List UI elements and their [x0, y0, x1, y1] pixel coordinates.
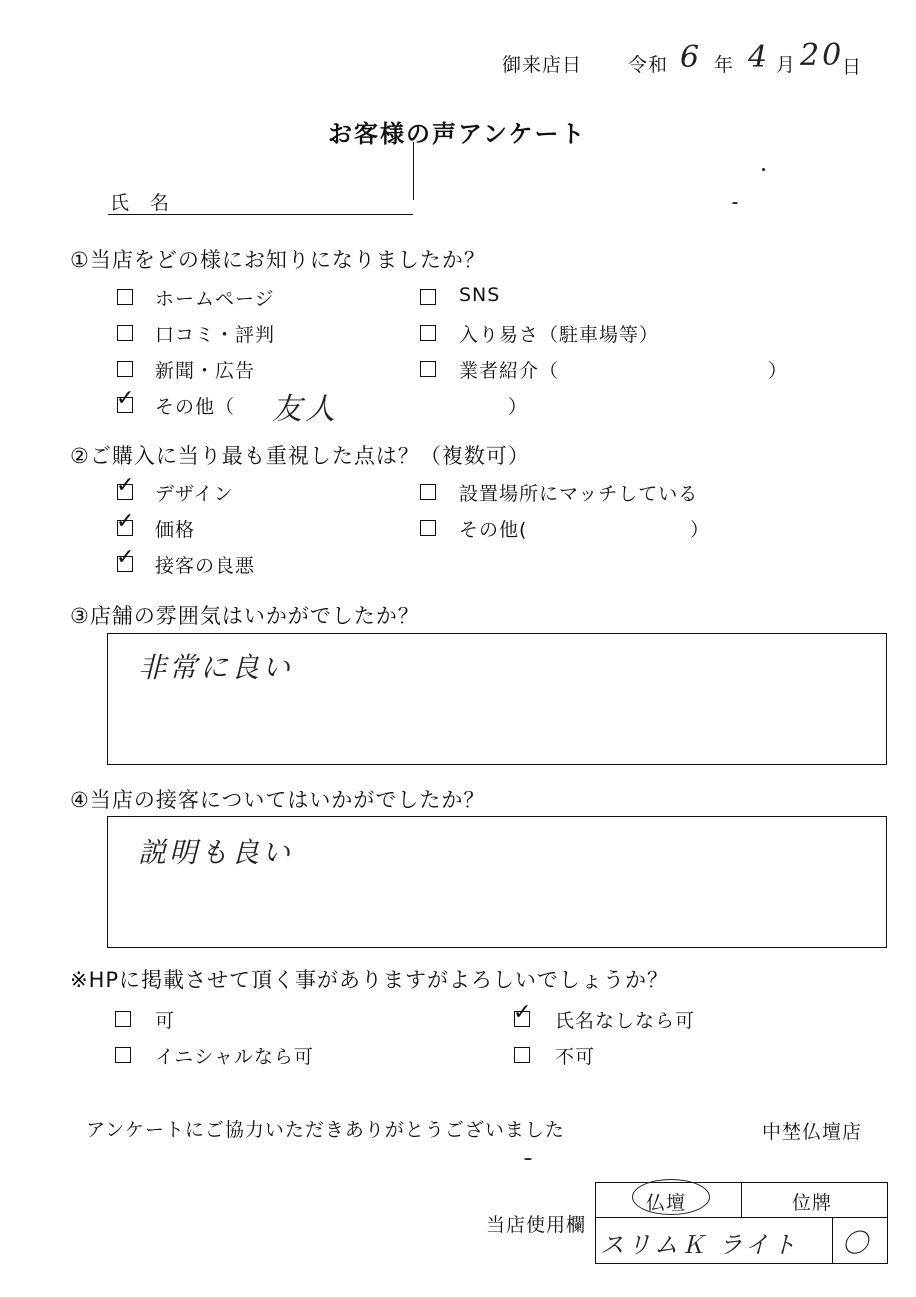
q1-option-homepage: ホームページ — [155, 288, 275, 310]
q1-checkbox-homepage[interactable] — [117, 289, 133, 305]
hp-option-initials: イニシャルなら可 — [155, 1046, 314, 1068]
q1-checkbox-sns[interactable] — [420, 289, 436, 305]
q2-option-service: 接客の良悪 — [155, 555, 256, 577]
year-label: 年 — [714, 54, 735, 76]
q2-other-close: ） — [690, 519, 711, 541]
era-label: 令和 — [628, 54, 669, 76]
q1-checkbox-other[interactable] — [116, 386, 135, 413]
month-label: 月 — [776, 54, 797, 76]
q2-option-price: 価格 — [155, 519, 196, 541]
q3-question: ③店舗の雰囲気はいかがでしたか？ — [70, 604, 420, 628]
q1-checkbox-word-of-mouth[interactable] — [117, 325, 133, 341]
q1-option-sns: SNS — [459, 284, 501, 306]
col2-value: 〇 — [842, 1229, 872, 1259]
table-col-divider-lower — [832, 1217, 833, 1263]
q1-option-other: その他（ — [155, 396, 236, 418]
day-value: 20 — [800, 38, 845, 73]
month-value: 4 — [748, 40, 771, 75]
col2-header: 位牌 — [792, 1192, 833, 1214]
q1-referral-close: ） — [768, 360, 789, 382]
hp-checkbox-initials[interactable] — [115, 1047, 131, 1063]
hp-option-ok: 可 — [155, 1010, 176, 1032]
q4-question: ④当店の接客についてはいかがでしたか？ — [70, 788, 486, 812]
check-mark-icon: ✓ — [116, 509, 135, 534]
q2-checkbox-other[interactable] — [420, 520, 436, 536]
hp-checkbox-not-ok[interactable] — [514, 1047, 530, 1063]
q1-checkbox-access[interactable] — [420, 325, 436, 341]
col1-value: スリムＫ ライト — [600, 1231, 799, 1259]
stray-mark — [524, 1158, 532, 1160]
q1-option-referral: 業者紹介（ — [459, 360, 560, 382]
q3-answer-box[interactable] — [107, 633, 887, 765]
stray-mark — [762, 168, 765, 171]
q1-question: ①当店をどの様にお知りになりましたか？ — [70, 248, 486, 272]
hp-checkbox-no-name[interactable] — [513, 1000, 532, 1027]
hp-option-not-ok: 不可 — [555, 1046, 596, 1068]
check-mark-icon: ✓ — [116, 545, 135, 570]
office-use-table — [595, 1182, 888, 1264]
q1-option-word-of-mouth: 口コミ・評判 — [155, 324, 276, 346]
title-mark — [413, 142, 414, 200]
shop-name: 中埜仏壇店 — [762, 1121, 863, 1143]
thanks-message: アンケートにご協力いただきありがとうございました — [86, 1119, 565, 1141]
q2-checkbox-service[interactable] — [116, 545, 135, 572]
stray-mark — [732, 202, 738, 204]
check-mark-icon: ✓ — [116, 386, 135, 411]
q3-answer: 非常に良い — [138, 651, 294, 684]
q4-answer-box[interactable] — [107, 816, 887, 948]
office-use-label: 当店使用欄 — [486, 1214, 587, 1236]
q1-other-answer: 友人 — [272, 392, 338, 427]
q2-question: ②ご購入に当り最も重視した点は？（複数可） — [70, 444, 530, 468]
check-mark-icon: ✓ — [116, 473, 135, 498]
q2-checkbox-placement[interactable] — [420, 484, 436, 500]
hp-checkbox-ok[interactable] — [115, 1011, 131, 1027]
q4-answer: 説明も良い — [138, 836, 294, 869]
day-label: 日 — [842, 56, 863, 78]
q2-option-design: デザイン — [155, 483, 234, 505]
q2-option-other: その他( — [459, 519, 528, 541]
table-col-divider — [741, 1183, 742, 1217]
q2-checkbox-price[interactable] — [116, 509, 135, 536]
q1-other-close: ） — [508, 396, 529, 418]
name-underline — [108, 214, 413, 215]
year-value: 6 — [680, 40, 703, 75]
name-label: 氏 名 — [110, 192, 171, 214]
hp-option-no-name: 氏名なしなら可 — [555, 1010, 696, 1032]
q2-checkbox-design[interactable] — [116, 473, 135, 500]
hp-question: ※HPに掲載させて頂く事がありますがよろしいでしょうか？ — [70, 968, 670, 992]
col1-header: 仏壇 — [646, 1192, 687, 1214]
q1-option-newspaper: 新聞・広告 — [155, 360, 256, 382]
q1-checkbox-referral[interactable] — [420, 361, 436, 377]
visit-date-label: 御来店日 — [502, 54, 583, 76]
table-row-divider — [596, 1217, 887, 1218]
q2-option-placement: 設置場所にマッチしている — [459, 483, 699, 505]
check-mark-icon: ✓ — [513, 1000, 532, 1025]
q1-checkbox-newspaper[interactable] — [117, 361, 133, 377]
page-title: お客様の声アンケート — [328, 120, 587, 148]
q1-option-access: 入り易さ（駐車場等） — [459, 324, 660, 346]
